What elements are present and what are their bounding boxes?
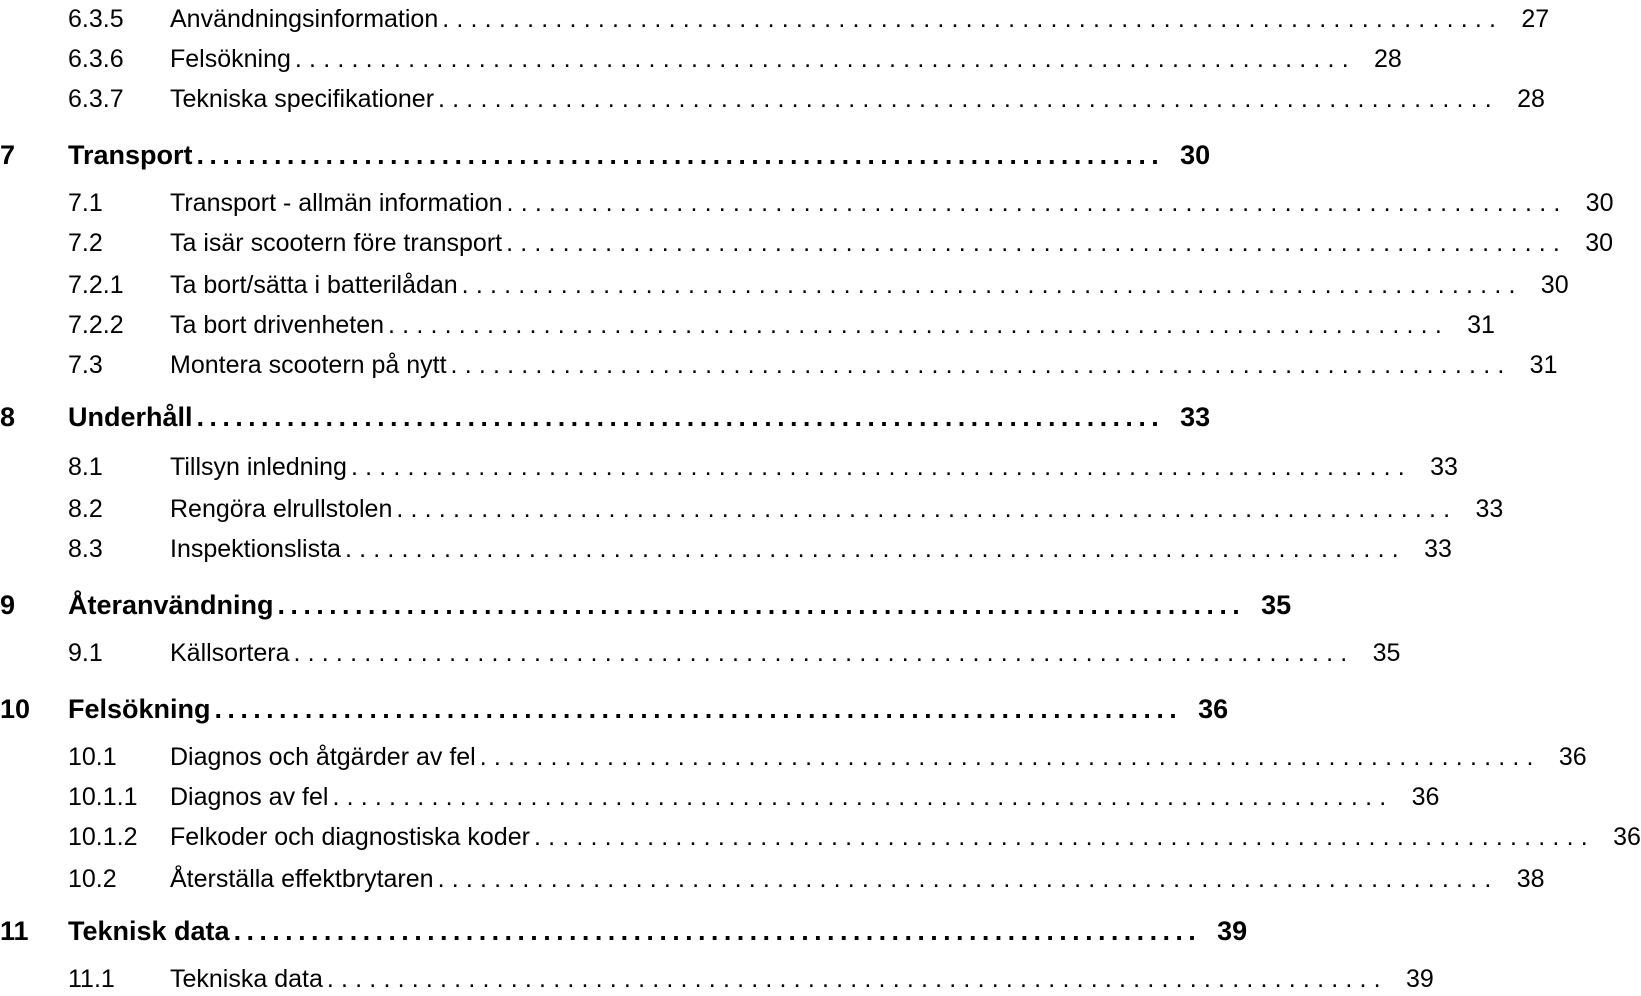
toc-entry-title: Inspektionslista (170, 535, 341, 563)
dot-leader: ........................................................................... (450, 351, 1512, 379)
toc-entry-title: Ta isär scootern före transport (170, 229, 503, 257)
toc-entry-page: 39 (1406, 965, 1434, 993)
toc-entry-number: 7.2 (68, 229, 103, 257)
toc-entry-title: Tekniska specifikationer (170, 85, 435, 113)
toc-entry-title: Rengöra elrullstolen (170, 495, 393, 523)
toc-entry-number: 10.2 (68, 865, 117, 893)
dot-leader: ........................................................................... (196, 140, 1165, 170)
toc-entry-number: 6.3.7 (68, 85, 124, 113)
toc-entry-page: 27 (1521, 5, 1550, 33)
dot-leader: ........................................................................... (506, 189, 1568, 217)
dot-leader: ........................................................................... (396, 495, 1458, 523)
toc-entry-number: 7.1 (68, 189, 103, 217)
toc-entry-title: Diagnos och åtgärder av fel (170, 743, 476, 771)
toc-entry-page: 28 (1374, 45, 1402, 73)
toc-entry-title: Användningsinformation (170, 5, 439, 33)
toc-entry-number: 6.3.5 (68, 5, 124, 33)
dot-leader: ........................................................................... (388, 311, 1449, 339)
toc-entry-number: 7.2.1 (68, 271, 124, 299)
toc-entry-page: 31 (1467, 311, 1495, 339)
dot-leader: ........................................................................... (533, 823, 1595, 851)
toc-entry-number: 9.1 (68, 639, 103, 667)
toc-chapter-title: Underhåll (68, 402, 193, 432)
toc-entry-number: 10.1.1 (68, 783, 138, 811)
toc-entry-number: 11.1 (68, 965, 115, 993)
toc-entry-number: 7.2.2 (68, 311, 124, 339)
toc-entry-page: 30 (1585, 229, 1614, 257)
toc-entry-title: Tillsyn inledning (170, 453, 347, 481)
toc-entry-page: 33 (1475, 495, 1504, 523)
toc-entry-page: 36 (1613, 823, 1641, 851)
dot-leader: ........................................................................... (461, 271, 1523, 299)
dot-leader: ........................................................................... (437, 865, 1499, 893)
toc-entry-title: Diagnos av fel (170, 783, 329, 811)
toc-entry-page: 30 (1540, 271, 1569, 299)
toc-entry-page: 28 (1517, 85, 1545, 113)
dot-leader: ........................................................................... (293, 639, 1355, 667)
toc-entry-page: 36 (1411, 783, 1440, 811)
toc-chapter-page: 39 (1217, 916, 1248, 946)
dot-leader: ........................................................................... (344, 535, 1406, 563)
toc-entry-number: 6.3.6 (68, 45, 124, 73)
toc-entry-number: 10.1.2 (68, 823, 138, 851)
toc-entry-number: 10.1 (68, 743, 117, 771)
toc-entry-title: Felkoder och diagnostiska koder (170, 823, 530, 851)
dot-leader: ........................................................................... (506, 229, 1568, 257)
toc-chapter-title: Återanvändning (68, 590, 274, 620)
toc-entry-page: 30 (1585, 189, 1614, 217)
dot-leader: ........................................................................... (442, 5, 1504, 33)
dot-leader: ........................................................................... (277, 590, 1246, 620)
toc-chapter-page: 36 (1198, 694, 1229, 724)
dot-leader: ........................................................................... (294, 45, 1356, 73)
toc-chapter-title: Felsökning (68, 694, 211, 724)
toc-entry-title: Tekniska data (170, 965, 323, 993)
dot-leader: ........................................................................... (233, 916, 1202, 946)
toc-chapter-number: 10 (0, 694, 31, 724)
dot-leader: ........................................................................... (332, 783, 1394, 811)
toc-chapter-number: 8 (0, 402, 16, 432)
dot-leader: ........................................................................... (438, 85, 1499, 113)
toc-entry-title: Transport - allmän information (170, 189, 503, 217)
toc-chapter-title: Teknisk data (68, 916, 230, 946)
dot-leader: ........................................................................... (214, 694, 1183, 724)
toc-entry-title: Källsortera (170, 639, 290, 667)
toc-chapter-page: 30 (1180, 140, 1211, 170)
dot-leader: ........................................................................... (350, 453, 1412, 481)
toc-entry-page: 38 (1516, 865, 1545, 893)
toc-entry-page: 31 (1529, 351, 1558, 379)
toc-entry-title: Ta bort drivenheten (170, 311, 385, 339)
dot-leader: ........................................................................... (326, 965, 1388, 993)
toc-entry-number: 8.1 (68, 453, 103, 481)
toc-entry-number: 8.3 (68, 535, 103, 563)
dot-leader: ........................................................................... (479, 743, 1541, 771)
toc-entry-title: Montera scootern på nytt (170, 351, 447, 379)
toc-chapter-number: 9 (0, 590, 16, 620)
toc-chapter-page: 35 (1261, 590, 1292, 620)
toc-entry-page: 36 (1558, 743, 1587, 771)
toc-entry-title: Felsökning (170, 45, 291, 73)
toc-chapter-number: 11 (0, 916, 29, 946)
toc-entry-number: 7.3 (68, 351, 103, 379)
toc-entry-number: 8.2 (68, 495, 103, 523)
toc-entry-title: Återställa effektbrytaren (170, 865, 434, 893)
toc-entry-title: Ta bort/sätta i batterilådan (170, 271, 458, 299)
toc-entry-page: 35 (1372, 639, 1401, 667)
toc-chapter-number: 7 (0, 140, 16, 170)
toc-chapter-page: 33 (1180, 402, 1211, 432)
toc-chapter-title: Transport (68, 140, 193, 170)
dot-leader: ........................................................................... (196, 402, 1165, 432)
toc-entry-page: 33 (1430, 453, 1458, 481)
toc-entry-page: 33 (1424, 535, 1452, 563)
